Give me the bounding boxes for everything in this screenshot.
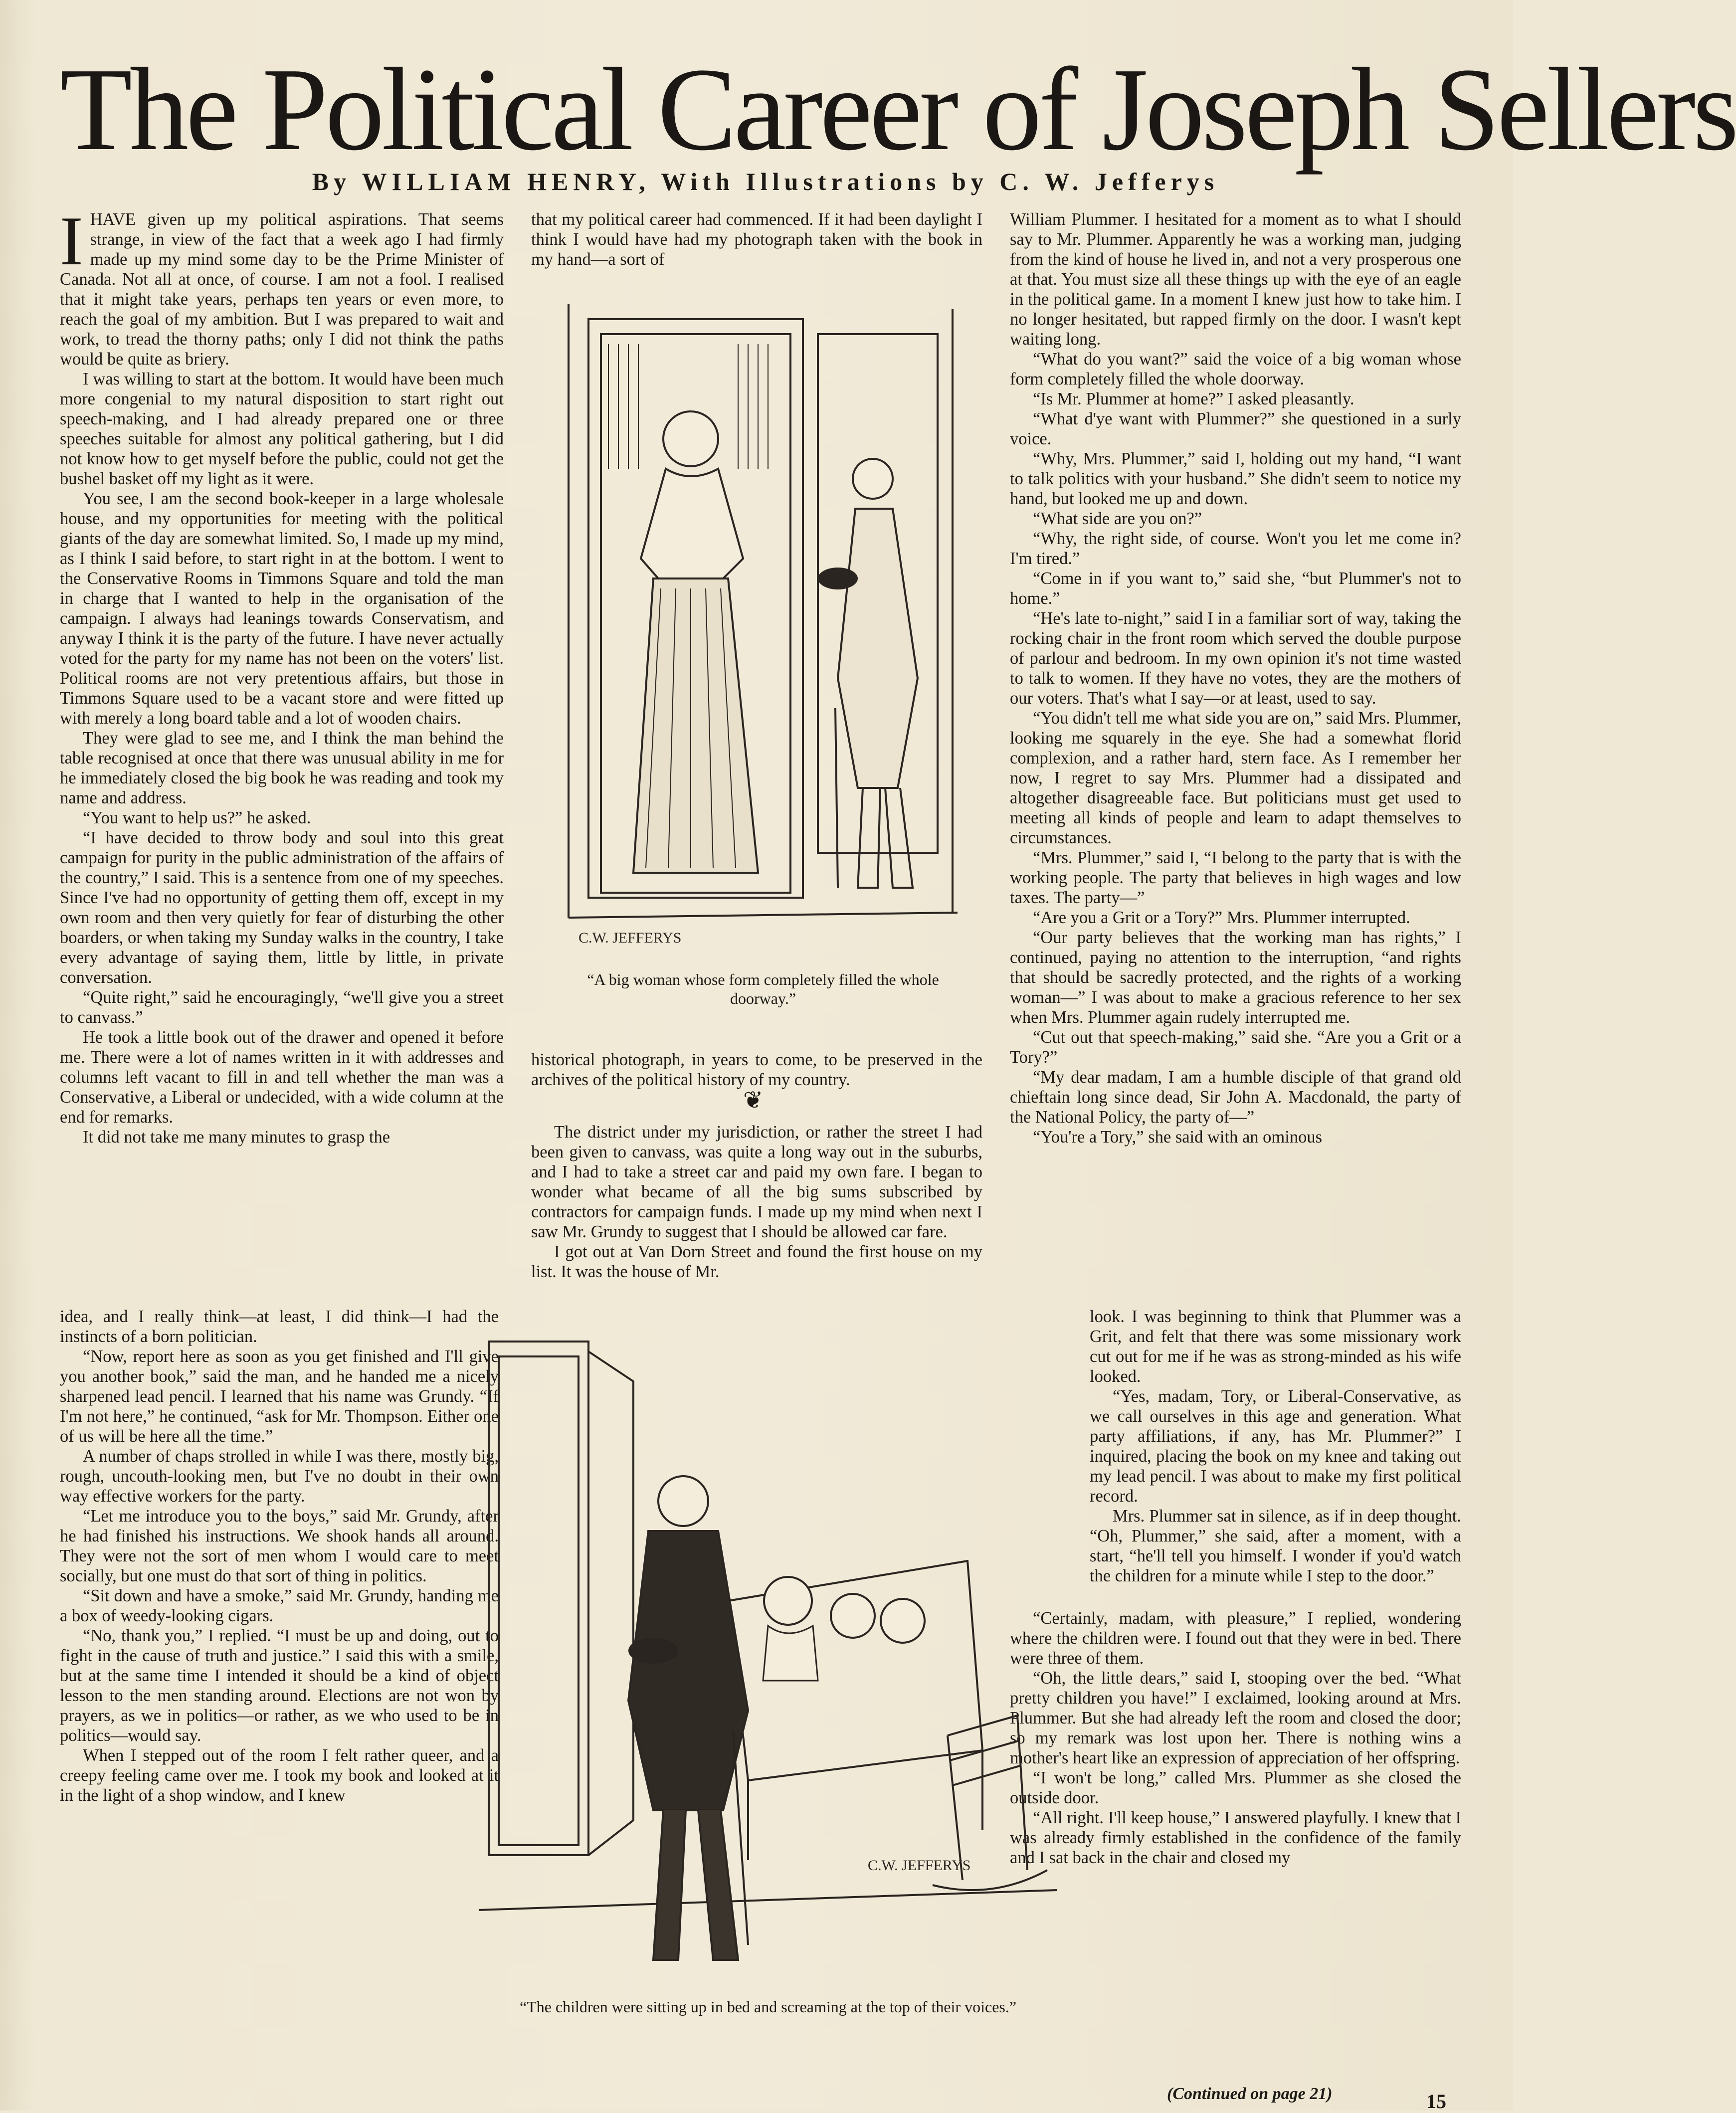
column-1-lower: [60, 1307, 499, 1805]
paragraph: You see, I am the second book-keeper in a large wholesale house, and my opportunities for meeting with the political giants of the day are somewhat limited. So, I made up my mind, as I think I said before, to start right in at the bottom. I went to the Conservative Rooms in Timmons Square and told the man in charge that I wanted to help in the organisation of the campaign. I always had leanings towards Conservatism, and anyway I think it is the party of the future. I have never actually voted for the party for my name has not been on the voters' list. Political rooms are not very pretentious affairs, but those in Timmons Square used to be a vacant store and were fitted up with merely a long board table and a lot of wooden chairs.: [60, 489, 504, 728]
paragraph: “You want to help us?” he asked.: [83, 808, 311, 827]
paragraph: They were glad to see me, and I think the man behind the table recognised at once that there was unusual ability in me for he immediately closed the big book he was reading and took my name and address.: [60, 729, 504, 807]
illustration-caption: “A big woman whose form completely filled the whole doorway.”: [587, 970, 939, 1007]
page-number: 15: [1426, 2090, 1446, 2113]
paragraph: that my political career had commenced. If it had been daylight I think I would have had my photograph taken with the book in my hand—a sort of: [531, 210, 982, 269]
paragraph: “Quite right,” said he encouragingly, “we'll give you a street to canvass.”: [60, 988, 504, 1027]
man-with-hat: [628, 1476, 748, 1960]
paragraph: “My dear madam, I am a humble disciple of that grand old chieftain long since dead, Sir John A. Macdonald, the party of the National Policy, the party of—”: [1010, 1068, 1461, 1127]
artist-signature: C.W. JEFFERYS: [579, 930, 682, 946]
paragraph: I got out at Van Dorn Street and found the first house on my list. It was the house of Mr.: [531, 1242, 982, 1281]
paragraph: “He's late to-night,” said I in a familiar sort of way, taking the rocking chair in the front room which served the double purpose of parlour and bedroom. In my own opinion it's not time wasted to talk to women. If they have no votes, they are the mothers of our voters. That's what I say—or at least, used to say.: [1010, 609, 1461, 708]
paragraph: “Oh, the little dears,” said I, stooping over the bed. “What pretty children you have!” I exclaimed, looking around at Mrs. Plummer. But she had already left the room and closed the door; so my remark was lost upon her. There is nothing wins a mother's heart like an expression of appreciation of her offspring.: [1010, 1669, 1461, 1767]
paragraph: look. I was beginning to think that Plummer was a Grit, and felt that there was some missionary work cut out for me if he was as strong-minded as his wife looked.: [1090, 1307, 1461, 1386]
column-3-inset: [1090, 1307, 1461, 1586]
paragraph: “Now, report here as soon as you get finished and I'll give you another book,” said the man, and he handed me a nicely sharpened lead pencil. I learned that his name was Grundy. “If I'm not here,” he continued, “ask for Mr. Thompson. Either one of us will be here all the time.”: [60, 1347, 499, 1446]
column-1: [60, 202, 504, 1147]
paragraph: A number of chaps strolled in while I was there, mostly big, rough, uncouth-looking men, but I've no doubt in their own way effective workers for the party.: [60, 1447, 499, 1506]
children-figures: [763, 1577, 925, 1681]
column-2-top: [531, 209, 982, 269]
paragraph: “What d'ye want with Plummer?” she questioned in a surly voice.: [1010, 409, 1461, 448]
paragraph: IHAVE given up my political aspirations. That seems strange, in view of the fact that a week ago I had firmly made up my mind some day to be the Prime Minister of Canada. Not all at once, of course. I am not a fool. I realised that it might take years, perhaps ten years or even more, to reach the goal of my ambition. But I was prepared to wait and work, to tread the thorny paths; only I did not think the paths would be quite as briery.: [60, 202, 504, 369]
illustration-doorway: [559, 299, 972, 970]
paragraph: “No, thank you,” I replied. “I must be up and doing, out to fight in the cause of truth and justice.” I said this with a smile, but at the same time I intended it should be a kind of object lesson to the men standing around. Elections are not won by prayers, as we in politics—or rather, as we who used to be in politics—would say.: [60, 1626, 499, 1745]
paragraph: “You didn't tell me what side you are on,” said Mrs. Plummer, looking me squarely in the eye. She had a somewhat florid complexion, and a rather hard, stern face. As I remember her now, I regret to say Mrs. Plummer had a dissipated and altogether disagreeable face. But politicians must get used to meeting all kinds of people and learn to adapt themselves to circumstances.: [1010, 709, 1461, 847]
column-3: [1010, 209, 1461, 1147]
paragraph: historical photograph, in years to come, to be preserved in the archives of the political history of my country.: [531, 1050, 982, 1089]
paragraph: “Mrs. Plummer,” said I, “I belong to the party that is with the working people. The party that believes in high wages and low taxes. The party—”: [1010, 848, 1461, 907]
continued-note: (Continued on page 21): [1167, 2085, 1333, 2103]
paragraph: “What side are you on?”: [1033, 509, 1202, 528]
paragraph: “Why, the right side, of course. Won't you let me come in? I'm tired.”: [1010, 529, 1461, 568]
paragraph: “You're a Tory,” she said with an ominous: [1033, 1128, 1323, 1147]
paragraph: “Let me introduce you to the boys,” said Mr. Grundy, after he had finished his instructions. We shook hands all around. They were not the sort of men whom I would care to meet socially, but one must do that sort of thing in politics.: [60, 1507, 499, 1585]
paragraph: “Come in if you want to,” said she, “but Plummer's not to home.”: [1010, 569, 1461, 608]
doorway-drawing: [559, 299, 972, 970]
illustration-children-bed: [469, 1322, 1067, 1995]
article-title: The Political Career of Joseph Sellers: [60, 44, 1736, 175]
man-figure: [818, 459, 918, 888]
paragraph: I was willing to start at the bottom. It would have been much more congenial to my natural disposition to start right out speech-making, and I had already prepared one or three speeches suitable for almost any political gathering, but I did not know how to get myself before the public, could not get the bushel basket off my light as it were.: [60, 370, 504, 488]
paragraph: William Plummer. I hesitated for a moment as to what I should say to Mr. Plummer. Apparently he was a working man, judging from the kind of house he lived in, and not a very prosperous one at that. You must size all these things up with the eye of an eagle in the political game. In a moment I knew just how to take him. I no longer hesitated, but rapped firmly on the door. I wasn't kept waiting long.: [1010, 210, 1461, 349]
ornament-icon: ❦: [743, 1087, 764, 1114]
artist-signature: C.W. JEFFERYS: [868, 1857, 971, 1874]
paragraph: idea, and I really think—at least, I did think—I had the instincts of a born politician.: [60, 1307, 499, 1346]
paragraph: Mrs. Plummer sat in silence, as if in deep thought. “Oh, Plummer,” she said, after a moment, with a start, “he'll tell you himself. I wonder if you'd watch the children for a minute while I step to the door.”: [1090, 1507, 1461, 1585]
drop-cap: I: [60, 202, 83, 280]
paragraph: “Is Mr. Plummer at home?” I asked pleasantly.: [1033, 389, 1354, 408]
column-2-lower: [531, 1122, 982, 1282]
paragraph: “Are you a Grit or a Tory?” Mrs. Plummer interrupted.: [1033, 908, 1410, 927]
paragraph: “I have decided to throw body and soul into this great campaign for purity in the public administration of the affairs of the country,” I said. This is a sentence from one of my speeches. Since I've had no opportunity of getting them off, except in my own room and then very quietly for fear of disturbing the other boarders, or when taking my Sunday walks in the country, I take every advantage of saying them, little by little, in private conversation.: [60, 828, 504, 987]
paragraph: It did not take me many minutes to grasp the: [83, 1128, 390, 1147]
paragraph: “Cut out that speech-making,” said she. “Are you a Grit or a Tory?”: [1010, 1028, 1461, 1067]
paragraph: “What do you want?” said the voice of a big woman whose form completely filled the whole doorway.: [1010, 350, 1461, 388]
paragraph: “Sit down and have a smoke,” said Mr. Grundy, handing me a box of weedy-looking cigars.: [60, 1586, 499, 1625]
paragraph: “Our party believes that the working man has rights,” I continued, paying no attention to the interruption, “and rights that should be sacredly protected, and the rights of a working woman—” I was about to make a gracious reference to her sex when Mrs. Plummer again rudely interrupted me.: [1010, 928, 1461, 1027]
paragraph: “Yes, madam, Tory, or Liberal-Conservative, as we call ourselves in this age and generation. What party affiliations, if any, has Mr. Plummer?” I inquired, placing the book on my knee and taking out my lead pencil. I was about to make my first political record.: [1090, 1387, 1461, 1506]
paragraph: “Certainly, madam, with pleasure,” I replied, wondering where the children were. I found out that they were in bed. There were three of them.: [1010, 1609, 1461, 1668]
paragraph: “I won't be long,” called Mrs. Plummer as she closed the outside door.: [1010, 1768, 1461, 1807]
paragraph: When I stepped out of the room I felt rather queer, and a creepy feeling came over me. I took my book and looked at it in the light of a shop window, and I knew: [60, 1746, 499, 1805]
paragraph: “Why, Mrs. Plummer,” said I, holding out my hand, “I want to talk politics with your husband.” She didn't seem to notice my hand, but looked me up and down.: [1010, 449, 1461, 508]
bedroom-drawing: [469, 1322, 1067, 1995]
paragraph: “All right. I'll keep house,” I answered playfully. I knew that I was already firmly established in the confidence of the family and I sat back in the chair and closed my: [1010, 1808, 1461, 1867]
illustration-caption: “The children were sitting up in bed and screaming at the top of their voices.”: [519, 1998, 1017, 2016]
paragraph: The district under my jurisdiction, or rather the street I had been given to canvass, was quite a long way out in the suburbs, and I had to take a street car and paid my own fare. I began to wonder what became of all the big sums subscribed by contractors for campaign funds. I made up my mind when next I saw Mr. Grundy to suggest that I should be allowed car fare.: [531, 1123, 982, 1241]
column-2-middle: [531, 1050, 982, 1090]
paragraph: He took a little book out of the drawer and opened it before me. There were a lot of names written in it with addresses and columns left vacant to fill in and tell whether the man was a Conservative, a Liberal or undecided, with a wide column at the end for remarks.: [60, 1028, 504, 1127]
byline: By WILLIAM HENRY, With Illustrations by C. W. Jefferys: [312, 168, 1219, 195]
woman-figure: [633, 411, 758, 873]
column-3-lower: [1010, 1608, 1461, 1868]
